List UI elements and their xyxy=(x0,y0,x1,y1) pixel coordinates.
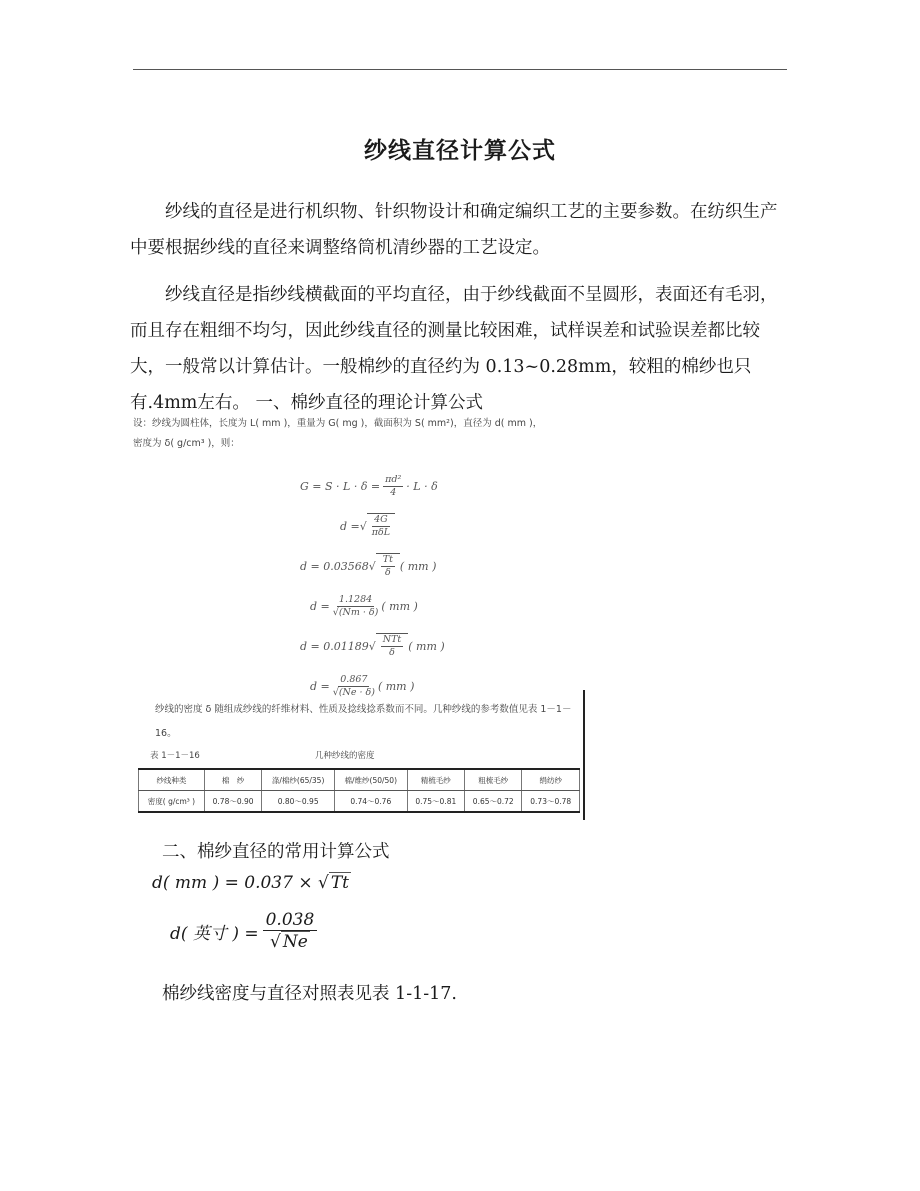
table-header-cell: 纱线种类 xyxy=(139,769,205,791)
common-formula-inch: d( 英寸 ) = 0.038 √ Ne xyxy=(170,910,317,952)
density-table xyxy=(138,768,580,813)
table-row-label: 密度( g/cm³ ) xyxy=(139,791,205,813)
header-rule xyxy=(133,69,787,70)
table-cell: 0.73～0.78 xyxy=(522,791,580,813)
theory-formulas xyxy=(300,466,450,706)
common-formula-mm: d( mm ) = 0.037 × √ Tt xyxy=(152,872,349,893)
density-note: 纱线的密度 δ 随组成纱线的纤维材料、性质及捻线捻系数而不同。几种纱线的参考数值见表 1－1－16。 xyxy=(155,704,572,739)
sqrt-symbol: √ $\frac{Tt}{\delta}$ xyxy=(369,553,400,579)
table-label: 表 1－1－16 xyxy=(150,751,200,761)
table-header-cell: 棉 纱 xyxy=(204,769,261,791)
sqrt-symbol: √ $\frac{4G}{\text{πδL}}$ xyxy=(360,513,395,539)
formula-1-fraction: $\frac{\text{πd²}}{4}$ xyxy=(385,473,402,498)
section-2-heading: 二、棉纱直径的常用计算公式 xyxy=(162,842,390,862)
table-title: 几种纱线的密度 xyxy=(315,751,375,761)
inch-fraction: 0.038 √ Ne xyxy=(263,910,318,952)
scan-border-line xyxy=(583,690,585,820)
formula-6: d = $\frac{0.867}{√(Ne \cdot \delta)}$ ( mm ) xyxy=(310,673,415,698)
formula-5: d = 0.01189 √ $\frac{\text{NTt}}{\delta}$ ( mm ) xyxy=(300,634,445,658)
closing-paragraph: 棉纱线密度与直径对照表见表 1-1-17. xyxy=(162,984,457,1004)
page-title: 纱线直径计算公式 xyxy=(364,138,556,164)
table-header-cell: 棉/维纱(50/50) xyxy=(334,769,407,791)
setup-line-1: 设：纱线为圆柱体，长度为 L( mm )，重量为 G( mg )，截面积为 S( mm²)，直径为 d( mm )， xyxy=(133,418,543,429)
intro-paragraph: 纱线的直径是进行机织物、针织物设计和确定编织工艺的主要参数。在纺织生产中要根据纱线的直径来调整络筒机清纱器的工艺设定。 xyxy=(130,202,778,258)
diameter-paragraph: 纱线直径是指纱线横截面的平均直径，由于纱线截面不呈圆形，表面还有毛羽，而且存在粗细不均匀，因此纱线直径的测量比较困难，试样误差和试验误差都比较大，一般常以计算估计。一般棉纱的直径约为 0.13~0.28mm，较粗的棉纱也只有.4mm左右。 一、棉纱直径的理论计算公式 xyxy=(130,285,778,413)
table-cell: 0.74～0.76 xyxy=(334,791,407,813)
sqrt-symbol: √ Tt xyxy=(312,872,349,893)
table-cell: 0.80～0.95 xyxy=(262,791,335,813)
table-caption xyxy=(150,749,580,761)
table-cell: 0.65～0.72 xyxy=(465,791,522,813)
table-row xyxy=(139,791,580,813)
formula-3: d = 0.03568 √ $\frac{Tt}{\delta}$ ( mm ) xyxy=(300,554,437,578)
table-header-cell: 涤/棉纱(65/35) xyxy=(262,769,335,791)
sqrt-symbol: √ $\frac{\text{NTt}}{\delta}$ xyxy=(369,633,408,659)
formula-4: d = $\frac{1.1284}{√(Nm \cdot \delta)}$ ( mm ) xyxy=(310,593,418,618)
table-header-row xyxy=(139,769,580,791)
table-header-cell: 精梳毛纱 xyxy=(407,769,464,791)
formula-1: G = S · L · δ = $\frac{\text{πd²}}{4}$ · L · δ xyxy=(300,473,438,498)
table-header-cell: 粗梳毛纱 xyxy=(465,769,522,791)
formula-2: d = √ $\frac{4G}{\text{πδL}}$ xyxy=(300,506,450,546)
theory-setup xyxy=(133,414,593,454)
table-cell: 0.75～0.81 xyxy=(407,791,464,813)
table-cell: 0.78～0.90 xyxy=(204,791,261,813)
setup-line-2: 密度为 δ( g/cm³ )，则： xyxy=(133,438,240,449)
table-header-cell: 绢纺纱 xyxy=(522,769,580,791)
